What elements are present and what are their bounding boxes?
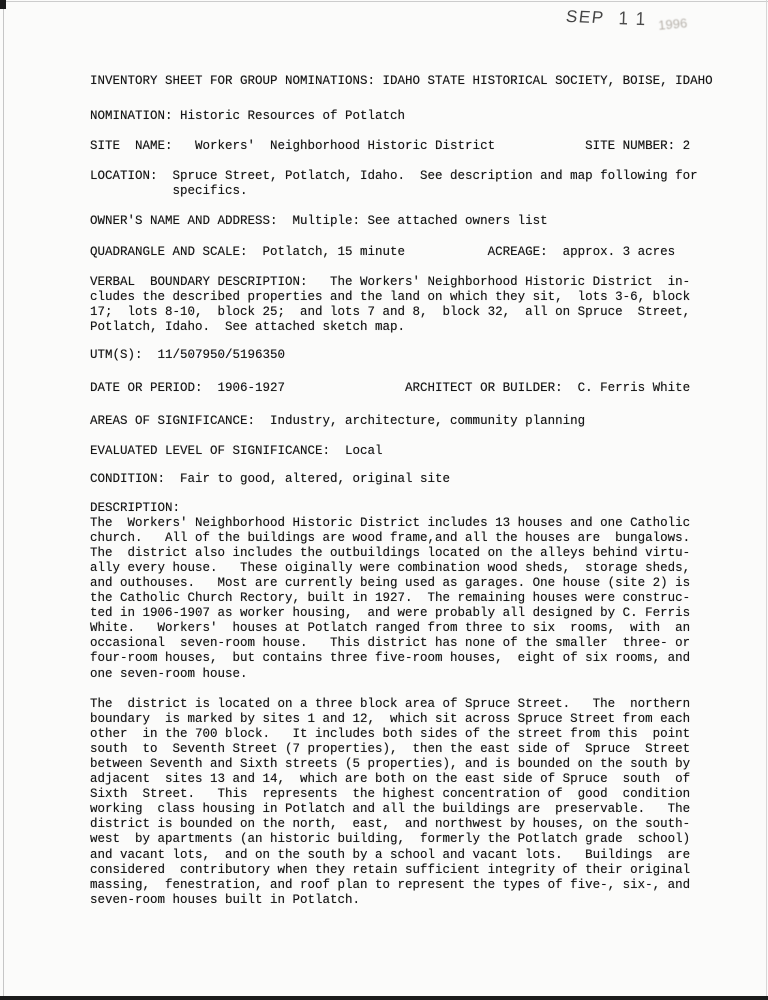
location-field: [90, 169, 730, 199]
description-section: [90, 501, 730, 908]
description-p1-line-7: ted in 1906-1907 as worker housing, and were probably all designed by C. Ferris: [90, 606, 691, 621]
description-p1-line-1: The Workers' Neighborhood Historic District includes 13 houses and one Catholic: [90, 515, 691, 530]
description-p1-line-6: the Catholic Church Rectory, built in 1927. The remaining houses were construc-: [90, 591, 691, 606]
stamp-month: SEP: [564, 6, 606, 28]
stamp-day: 11: [618, 7, 655, 30]
description-p1-line-5: and outhouses. Most are currently being used as garages. One house (site 2) is: [90, 575, 691, 590]
scan-edge-right: [766, 0, 767, 1000]
scan-edge-top: [0, 1, 768, 2]
verbal-boundary-line-4: Potlatch, Idaho. See attached sketch map.: [90, 319, 406, 334]
description-p2-line-10: west by apartments (an historic building, formerly the Potlatch grade school): [90, 832, 691, 847]
site-name-number-field: SITE NAME: Workers' Neighborhood Historic District SITE NUMBER: 2: [90, 139, 691, 154]
description-p1-line-9: occasional seven-room house. This district has none of the smaller three- or: [90, 636, 691, 651]
verbal-boundary-line-2: cludes the described properties and the land on which they sit, lots 3-6, block: [90, 289, 691, 304]
stamp-year: 1996: [657, 15, 688, 33]
scan-edge-left: [3, 0, 4, 1000]
description-p1-line-11: one seven-room house.: [90, 666, 248, 681]
description-p2-line-9: district is bounded on the north, east, and northwest by houses, on the south-: [90, 817, 691, 832]
verbal-boundary-field: [90, 275, 730, 335]
description-p2-line-4: south to Seventh Street (7 properties), then the east side of Spruce Street: [90, 741, 691, 756]
scan-artifact-corner: [0, 0, 6, 9]
description-p1-line-2: church. All of the buildings are wood frame,and all the houses are bungalows.: [90, 530, 691, 545]
description-p2-line-3: other in the 700 block. It includes both sides of the street from this point: [90, 726, 691, 741]
date-architect-field: DATE OR PERIOD: 1906-1927 ARCHITECT OR BUILDER: C. Ferris White: [90, 381, 691, 396]
owner-field: OWNER'S NAME AND ADDRESS: Multiple: See attached owners list: [90, 214, 548, 229]
description-p2-line-6: adjacent sites 13 and 14, which are both on the east side of Spruce south of: [90, 772, 691, 787]
location-line-1: LOCATION: Spruce Street, Potlatch, Idaho. See description and map following for: [90, 169, 698, 184]
verbal-boundary-line-1: VERBAL BOUNDARY DESCRIPTION: The Workers' Neighborhood Historic District in-: [90, 274, 691, 289]
verbal-boundary-line-3: 17; lots 8-10, block 25; and lots 7 and 8, block 32, all on Spruce Street,: [90, 304, 691, 319]
document-title: INVENTORY SHEET FOR GROUP NOMINATIONS: IDAHO STATE HISTORICAL SOCIETY, BOISE, IDAHO: [90, 74, 713, 88]
description-p2-line-8: working class housing in Potlatch and all the buildings are preservable. The: [90, 802, 691, 817]
description-p2-line-14: seven-room houses built in Potlatch.: [90, 892, 361, 907]
description-p2-line-12: considered contributory when they retain sufficient integrity of their original: [90, 862, 691, 877]
document-body: [90, 74, 730, 908]
areas-of-significance-field: AREAS OF SIGNIFICANCE: Industry, architecture, community planning: [90, 414, 586, 429]
evaluated-level-field: EVALUATED LEVEL OF SIGNIFICANCE: Local: [90, 444, 383, 459]
condition-field: CONDITION: Fair to good, altered, original site: [90, 472, 451, 487]
description-p1-line-3: The district also includes the outbuildings located on the alleys behind virtu-: [90, 545, 691, 560]
nomination-field: NOMINATION: Historic Resources of Potlatch: [90, 109, 406, 124]
description-heading: DESCRIPTION:: [90, 500, 181, 515]
description-p2-line-1: The district is located on a three block area of Spruce Street. The northern: [90, 696, 691, 711]
description-p2-line-11: and vacant lots, and on the south by a school and vacant lots. Buildings are: [90, 847, 691, 862]
utm-field: UTM(S): 11/507950/5196350: [90, 348, 286, 363]
location-line-2: specifics.: [90, 184, 248, 199]
description-p2-line-2: boundary is marked by sites 1 and 12, which sit across Spruce Street from each: [90, 711, 691, 726]
description-p2-line-13: massing, fenestration, and roof plan to represent the types of five-, six-, and: [90, 877, 691, 892]
description-paragraph-2: [90, 697, 730, 908]
quadrangle-acreage-field: QUADRANGLE AND SCALE: Potlatch, 15 minute ACREAGE: approx. 3 acres: [90, 244, 676, 259]
description-p2-line-5: between Seventh and Sixth streets (5 properties), and is bounded on the south by: [90, 757, 691, 771]
scan-edge-bottom: [0, 996, 768, 1000]
description-paragraph-1: [90, 516, 730, 682]
description-p1-line-4: ally every house. These oiginally were combination wood sheds, storage sheds,: [90, 560, 691, 575]
description-p2-line-7: Sixth Street. This represents the highest concentration of good condition: [90, 787, 691, 802]
date-received-stamp: [566, 7, 688, 31]
description-p1-line-8: White. Workers' houses at Potlatch ranged from three to six rooms, with an: [90, 621, 691, 636]
description-p1-line-10: four-room houses, but contains three five-room houses, eight of six rooms, and: [90, 651, 691, 666]
